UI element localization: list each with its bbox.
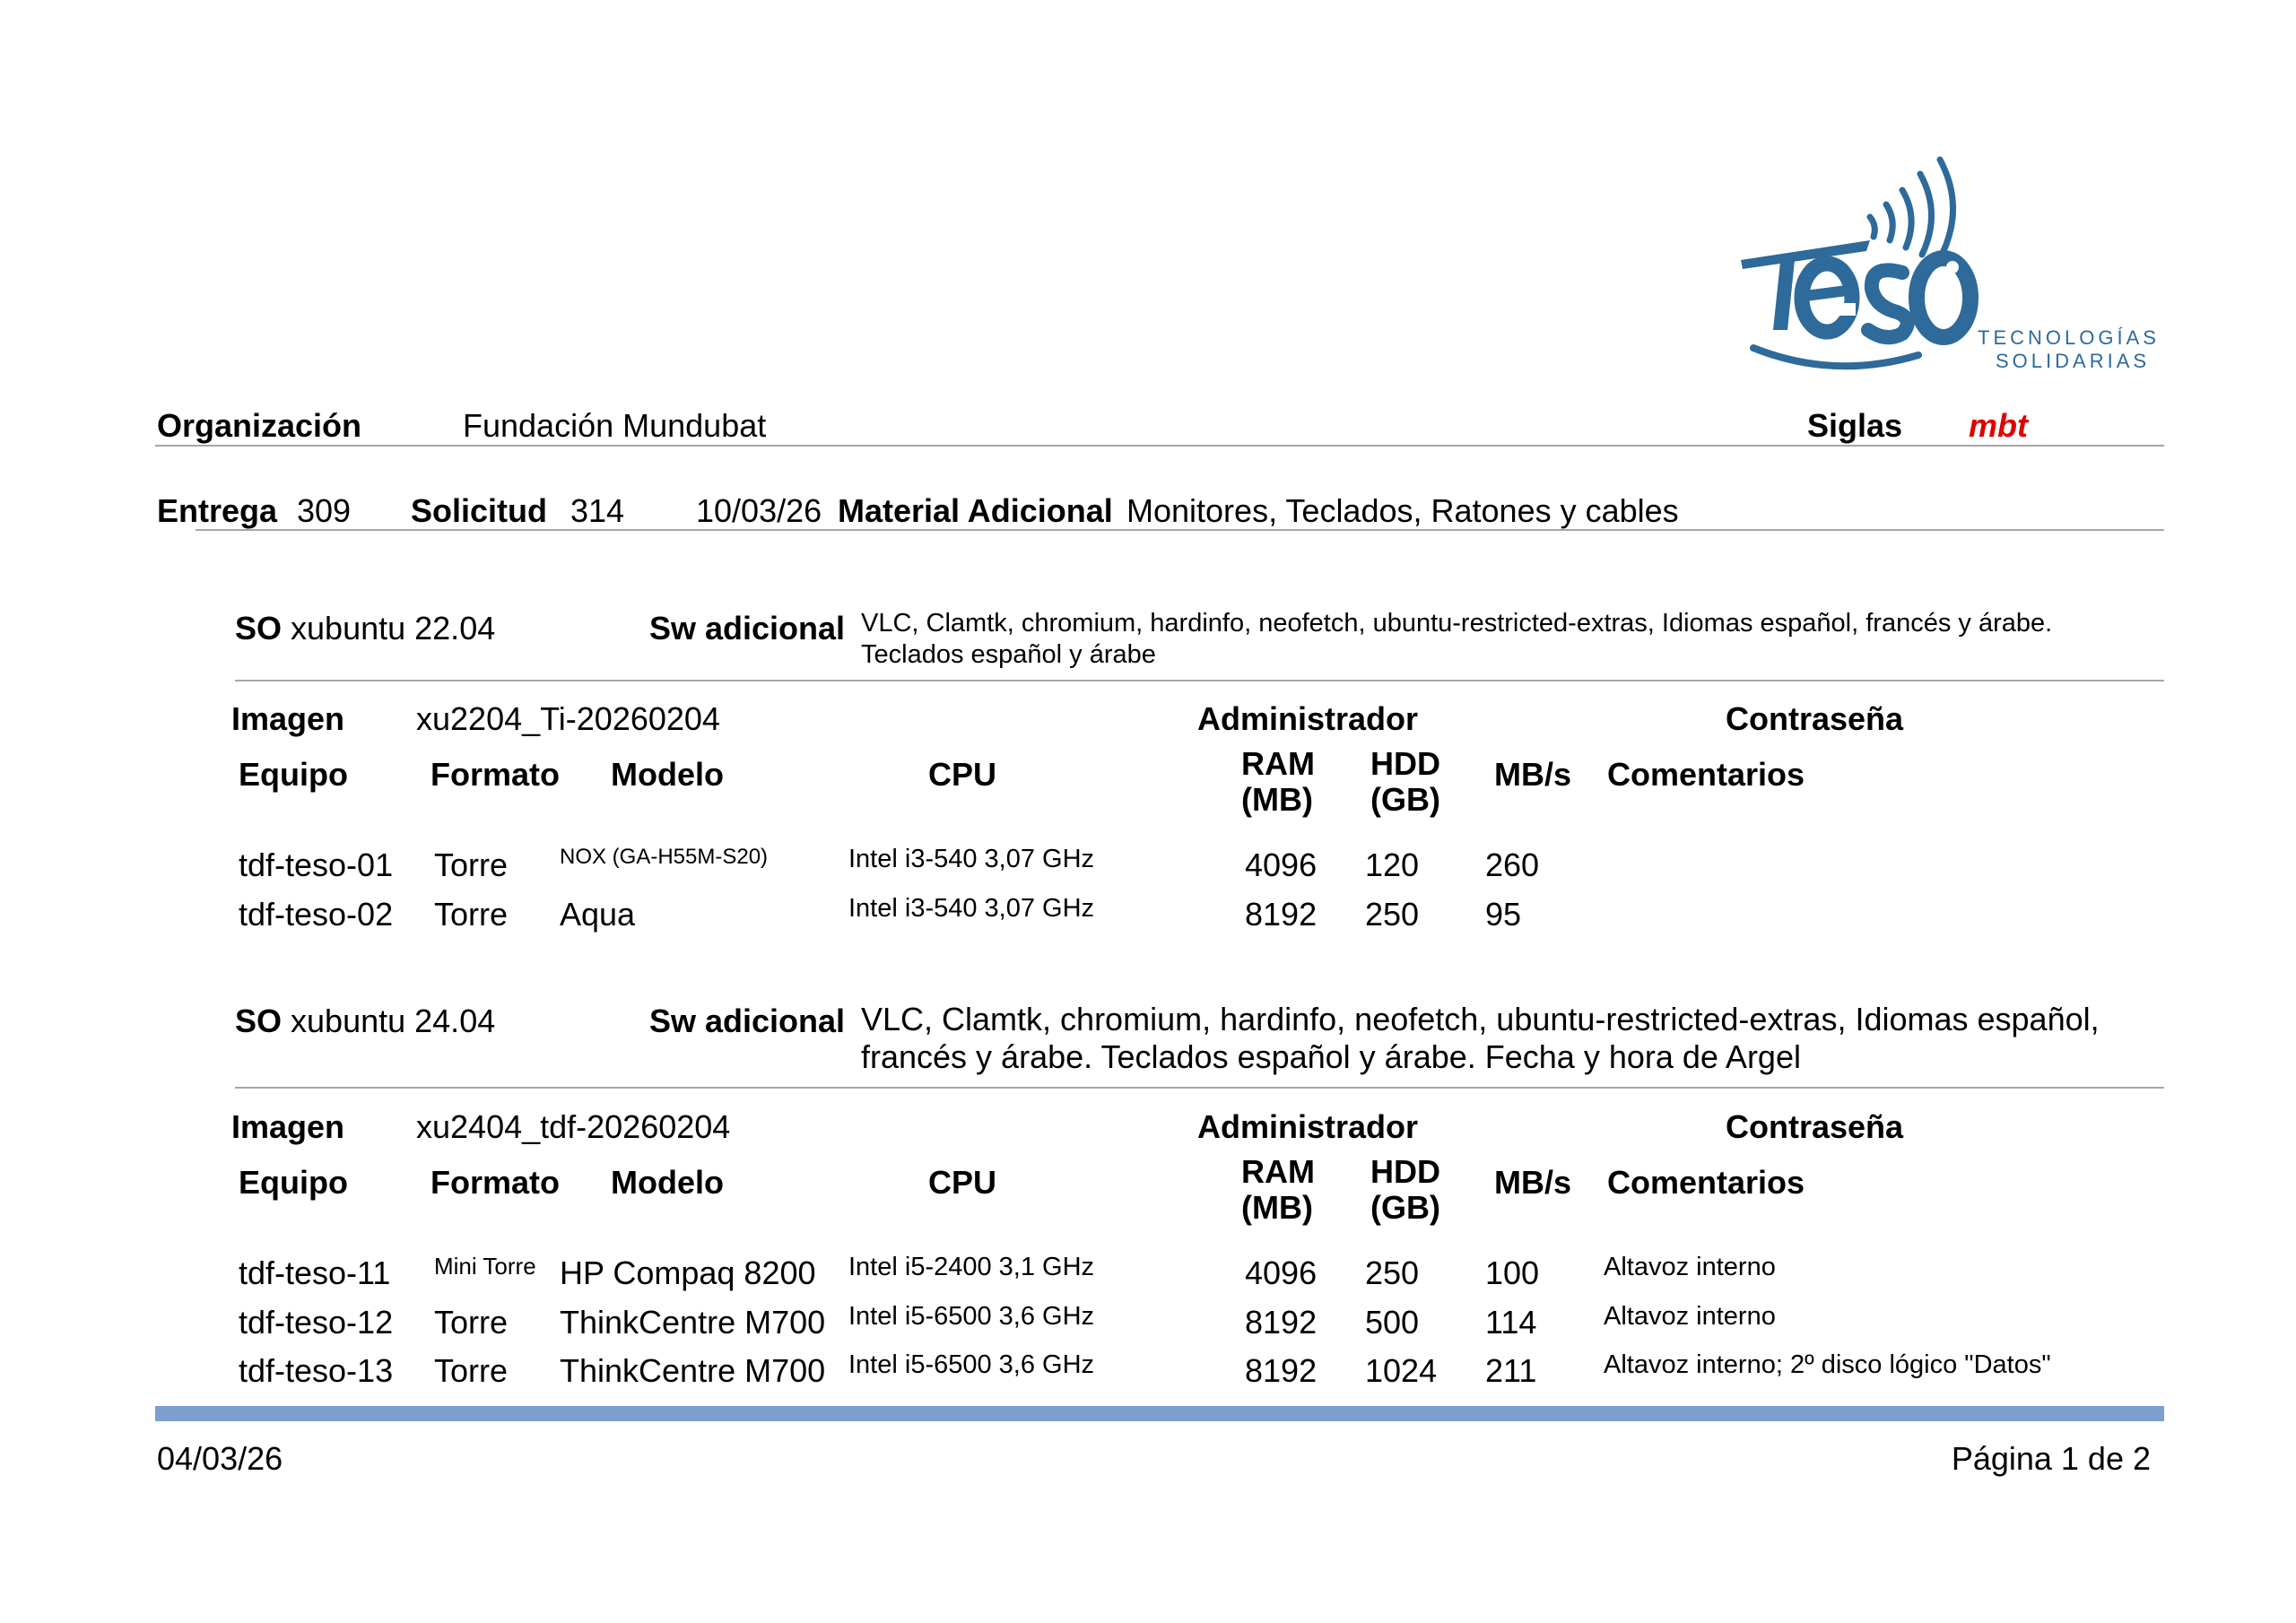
equipo-cell: tdf-teso-02 [239, 896, 394, 933]
formato-cell: Torre [434, 1352, 509, 1389]
modelo-cell: NOX (GA-H55M-S20) [560, 845, 769, 869]
equipo-cell: tdf-teso-12 [239, 1304, 394, 1341]
siglas-label: Siglas [1807, 407, 1903, 444]
signal-waves-icon [1870, 160, 1953, 262]
modelo-cell: HP Compaq 8200 [560, 1254, 816, 1291]
footer-bar [155, 1406, 2164, 1421]
sw-label: Sw adicional [649, 610, 846, 647]
logo-line-1: TECNOLOGÍAS [1978, 326, 2160, 349]
divider [235, 1087, 2164, 1089]
divider [196, 529, 2164, 531]
so-label: SO [235, 1002, 283, 1039]
modelo-cell: ThinkCentre M700 [560, 1304, 826, 1341]
contrasena-label: Contraseña [1726, 1108, 1904, 1145]
teso-logo [1735, 154, 2166, 383]
so-line [235, 610, 495, 647]
sw-label: Sw adicional [649, 1002, 846, 1039]
col-hdd [1367, 746, 1444, 818]
ram-cell: 4096 [1245, 1254, 1318, 1291]
cpu-cell: Intel i5-2400 3,1 GHz [848, 1253, 1095, 1281]
siglas-value: mbt [1969, 407, 2028, 444]
modelo-cell: Aqua [560, 896, 636, 933]
col-cpu: CPU [928, 1164, 997, 1201]
col-modelo: Modelo [611, 756, 724, 793]
so-value: xubuntu 24.04 [291, 1002, 496, 1039]
imagen-value: xu2404_tdf-20260204 [416, 1108, 731, 1145]
entrega-value: 309 [297, 492, 352, 529]
cpu-cell: Intel i3-540 3,07 GHz [848, 845, 1095, 873]
col-formato: Formato [430, 756, 560, 793]
so-label: SO [235, 610, 283, 647]
formato-cell: Torre [434, 1304, 509, 1341]
footer-page-number: Página 1 de 2 [1951, 1440, 2151, 1477]
divider [155, 445, 2164, 447]
mbs-cell: 95 [1485, 896, 1522, 933]
material-value: Monitores, Teclados, Ratones y cables [1126, 492, 1679, 529]
col-equipo: Equipo [239, 756, 348, 793]
logo-line-2: SOLIDARIAS [1996, 350, 2151, 372]
equipo-cell: tdf-teso-01 [239, 846, 394, 883]
hdd-cell: 250 [1365, 1254, 1420, 1291]
ram-cell: 8192 [1245, 1352, 1318, 1389]
col-formato: Formato [430, 1164, 560, 1201]
so-line [235, 1002, 495, 1040]
col-mbs: MB/s [1494, 756, 1572, 793]
modelo-cell: ThinkCentre M700 [560, 1352, 826, 1389]
entrega-label: Entrega [157, 492, 278, 529]
formato-cell: Mini Torre [434, 1253, 536, 1280]
solicitud-label: Solicitud [411, 492, 547, 529]
col-mbs: MB/s [1494, 1164, 1572, 1201]
mbs-cell: 114 [1485, 1304, 1537, 1341]
col-ram [1241, 746, 1313, 818]
col-comentarios: Comentarios [1607, 756, 1805, 793]
organizacion-label: Organización [157, 407, 362, 444]
col-modelo: Modelo [611, 1164, 724, 1201]
mbs-cell: 260 [1485, 846, 1540, 883]
administrador-label: Administrador [1197, 1108, 1419, 1145]
hdd-cell: 120 [1365, 846, 1420, 883]
comentarios-cell: Altavoz interno; 2º disco lógico "Datos" [1604, 1350, 2051, 1379]
cpu-cell: Intel i3-540 3,07 GHz [848, 894, 1095, 923]
col-hdd-text: HDD (GB) [1370, 1153, 1440, 1226]
organizacion-value: Fundación Mundubat [463, 407, 767, 444]
col-ram [1241, 1154, 1313, 1226]
hdd-cell: 1024 [1365, 1352, 1438, 1389]
imagen-label: Imagen [231, 1108, 345, 1145]
cpu-cell: Intel i5-6500 3,6 GHz [848, 1350, 1095, 1379]
comentarios-cell: Altavoz interno [1604, 1253, 1776, 1281]
cpu-cell: Intel i5-6500 3,6 GHz [848, 1302, 1095, 1331]
imagen-value: xu2204_Ti-20260204 [416, 700, 720, 737]
ram-cell: 8192 [1245, 896, 1318, 933]
col-hdd [1367, 1154, 1444, 1226]
equipo-cell: tdf-teso-13 [239, 1352, 394, 1389]
footer-date: 04/03/26 [157, 1440, 283, 1477]
col-comentarios: Comentarios [1607, 1164, 1805, 1201]
mbs-cell: 100 [1485, 1254, 1540, 1291]
hdd-cell: 500 [1365, 1304, 1420, 1341]
material-label: Material Adicional [838, 492, 1113, 529]
formato-cell: Torre [434, 896, 509, 933]
sw-value: VLC, Clamtk, chromium, hardinfo, neofetch, ubuntu-restricted-extras, Idiomas español, francés y árabe. Teclados español y árabe. Fecha y hora de Argel [861, 1001, 2100, 1075]
col-equipo: Equipo [239, 1164, 348, 1201]
sw-value: VLC, Clamtk, chromium, hardinfo, neofetch, ubuntu-restricted-extras, Idiomas español, francés y árabe. Teclados español y árabe [861, 609, 2053, 669]
mbs-cell: 211 [1485, 1352, 1537, 1389]
administrador-label: Administrador [1197, 700, 1419, 737]
col-ram-text: RAM (MB) [1241, 1153, 1315, 1226]
hdd-cell: 250 [1365, 896, 1420, 933]
so-value: xubuntu 22.04 [291, 610, 496, 647]
ram-cell: 8192 [1245, 1304, 1318, 1341]
ram-cell: 4096 [1245, 846, 1318, 883]
solicitud-value: 314 [570, 492, 625, 529]
comentarios-cell: Altavoz interno [1604, 1302, 1776, 1331]
col-cpu: CPU [928, 756, 997, 793]
col-hdd-text: HDD (GB) [1370, 745, 1440, 818]
imagen-label: Imagen [231, 700, 345, 737]
formato-cell: Torre [434, 846, 509, 883]
entrega-fecha: 10/03/26 [696, 492, 822, 529]
equipo-cell: tdf-teso-11 [239, 1254, 391, 1291]
col-ram-text: RAM (MB) [1241, 745, 1315, 818]
contrasena-label: Contraseña [1726, 700, 1904, 737]
divider [235, 680, 2164, 681]
